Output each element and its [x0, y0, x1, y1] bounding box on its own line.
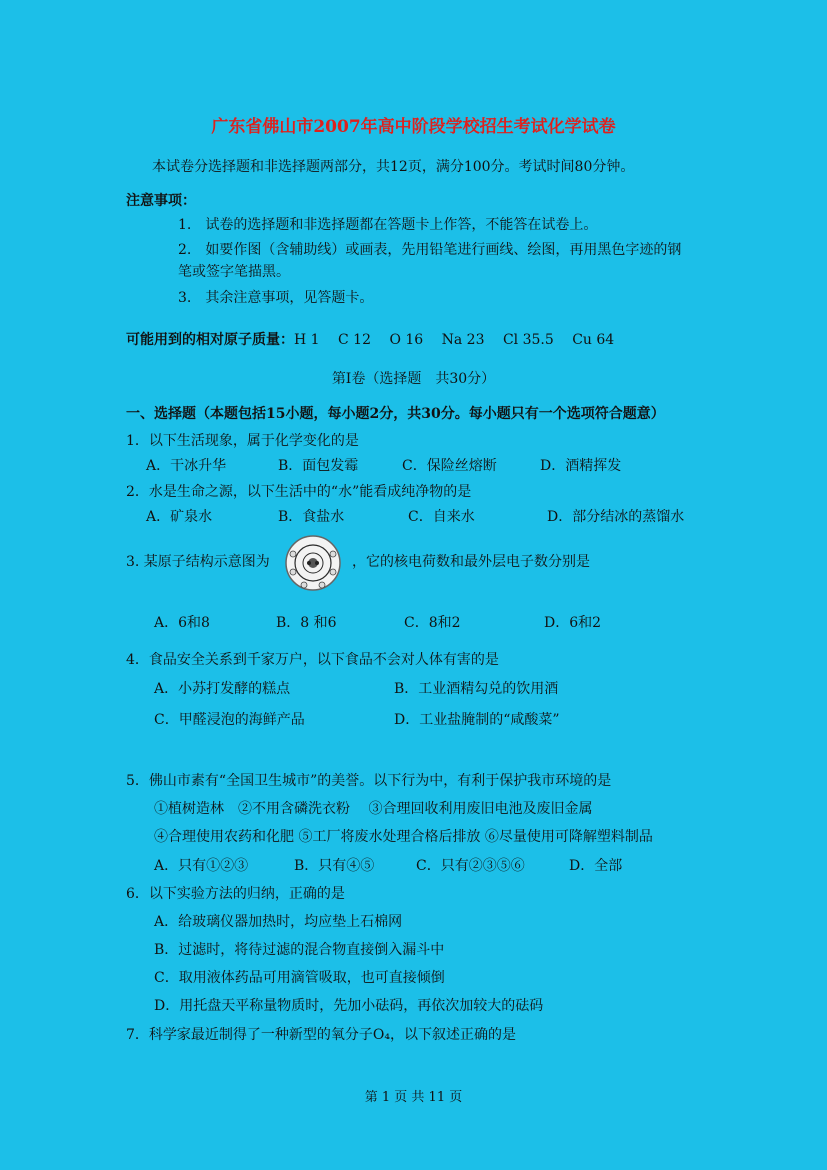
question-2-option-c: C．自来水: [408, 509, 475, 525]
question-2-option-d: D．部分结冰的蒸馏水: [547, 509, 685, 525]
question-6-stem: 6．以下实验方法的归纳，正确的是: [126, 886, 345, 902]
question-6-option-b: B．过滤时，将待过滤的混合物直接倒入漏斗中: [154, 942, 445, 958]
page-footer: 第 1 页 共 11 页: [364, 1090, 463, 1105]
question-3-option-c: C．8和2: [404, 615, 461, 631]
question-2-option-a: A．矿泉水: [146, 509, 213, 525]
question-5-option-c: C．只有②③⑤⑥: [416, 858, 525, 874]
question-2-stem: 2．水是生命之源，以下生活中的“水”能看成纯净物的是: [126, 484, 472, 500]
question-3-stem-a: 3. 某原子结构示意图为: [126, 554, 270, 570]
notice-item: 3. 其余注意事项，见答题卡。: [178, 290, 374, 306]
question-1-option-b: B．面包发霉: [278, 458, 359, 474]
question-3-option-a: A．6和8: [154, 615, 210, 631]
part-heading: 第Ⅰ卷（选择题 共30分）: [331, 371, 496, 387]
question-5-option-d: D．全部: [569, 858, 623, 874]
question-6-option-a: A．给玻璃仪器加热时，均应垫上石棉网: [154, 914, 403, 930]
question-4-option-a: A．小苏打发酵的糕点: [154, 681, 291, 697]
question-3-option-b: B．8 和6: [276, 615, 337, 631]
intro-text: 本试卷分选择题和非选择题两部分，共12页，满分100分。考试时间80分钟。: [152, 159, 635, 175]
notice-item: 1. 试卷的选择题和非选择题都在答题卡上作答，不能答在试卷上。: [178, 217, 598, 233]
notice-heading: 注意事项：: [126, 193, 196, 209]
atomic-mass-label: 可能用到的相对原子质量：: [126, 332, 294, 348]
question-4-stem: 4．食品安全关系到千家万户，以下食品不会对人体有害的是: [126, 652, 499, 668]
question-6-option-c: C．取用液体药品可用滴管吸取，也可直接倾倒: [154, 970, 445, 986]
question-5-item-line: ④合理使用农药和化肥 ⑤工厂将废水处理合格后排放 ⑥尽量使用可降解塑料制品: [154, 829, 653, 845]
notice-item: 2. 如要作图（含辅助线）或画表，先用铅笔进行画线、绘图，再用黑色字迹的钢: [178, 242, 682, 258]
section-heading: 一、选择题（本题包括15小题，每小题2分，共30分。每小题只有一个选项符合题意）: [126, 406, 665, 422]
question-5-item-line: ①植树造林 ②不用含磷洗衣粉 ③合理回收利用废旧电池及废旧金属: [154, 801, 593, 817]
question-5-stem: 5．佛山市素有“全国卫生城市”的美誉。以下行为中，有利于保护我市环境的是: [126, 773, 612, 789]
question-4-option-d: D．工业盐腌制的“咸酸菜”: [394, 712, 560, 728]
question-5-option-b: B．只有④⑤: [294, 858, 375, 874]
question-4-option-b: B．工业酒精勾兑的饮用酒: [394, 681, 559, 697]
page-title: 广东省佛山市2007年高中阶段学校招生考试化学试卷: [211, 117, 616, 137]
notice-item: 笔或签字笔描黑。: [178, 264, 290, 280]
question-1-stem: 1．以下生活现象，属于化学变化的是: [126, 433, 359, 449]
question-4-option-c: C．甲醛浸泡的海鲜产品: [154, 712, 305, 728]
question-7-stem: 7．科学家最近制得了一种新型的氧分子O₄，以下叙述正确的是: [126, 1027, 516, 1043]
atomic-mass-values: H 1 C 12 O 16 Na 23 Cl 35.5 Cu 64: [294, 332, 615, 348]
question-5-option-a: A．只有①②③: [154, 858, 249, 874]
question-1-option-a: A．干冰升华: [146, 458, 227, 474]
question-2-option-b: B．食盐水: [278, 509, 345, 525]
question-6-option-d: D．用托盘天平称量物质时，先加小砝码，再依次加较大的砝码: [154, 998, 544, 1014]
question-1-option-c: C．保险丝熔断: [402, 458, 497, 474]
atom-structure-diagram: [284, 534, 342, 592]
question-3-stem-b: ，它的核电荷数和最外层电子数分别是: [352, 554, 590, 570]
question-3-option-d: D．6和2: [544, 615, 602, 631]
question-1-option-d: D．酒精挥发: [540, 458, 622, 474]
